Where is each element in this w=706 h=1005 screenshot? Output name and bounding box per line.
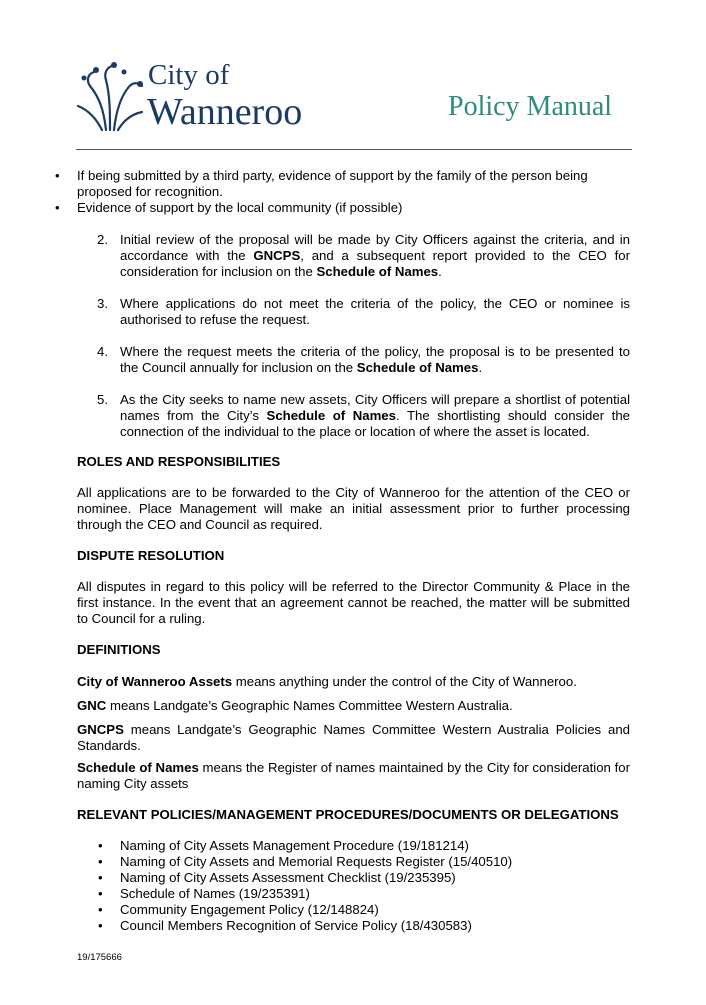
definition-item: City of Wanneroo Assets means anything under the control of the City of Wanneroo.: [77, 674, 577, 689]
numbered-step: 3. Where applications do not meet the criteria of the policy, the CEO or nominee is authorised to refuse the request.: [97, 296, 630, 327]
relevant-heading: RELEVANT POLICIES/MANAGEMENT PROCEDURES/DOCUMENTS OR DELEGATIONS: [77, 807, 619, 822]
policy-manual-title: Policy Manual: [448, 91, 613, 122]
list-item: • Council Members Recognition of Service Policy (18/430583): [120, 918, 630, 934]
document-body: [77, 168, 630, 934]
city-of-wanneroo-logo-icon: [76, 62, 146, 132]
evidence-bullet-list: [77, 168, 630, 216]
step-number: 2.: [97, 232, 108, 247]
step-number: 3.: [97, 296, 108, 311]
dispute-paragraph: All disputes in regard to this policy will be referred to the Director Community & Place in the first instance. In the event that an agreement cannot be reached, the matter will be submitted to Council for a ruling.: [77, 579, 630, 626]
list-item: • Naming of City Assets Management Procedure (19/181214): [120, 838, 630, 854]
definition-item: GNCPS means Landgate’s Geographic Names Committee Western Australia Policies and Standards.: [77, 722, 630, 753]
definition-item: Schedule of Names means the Register of names maintained by the City for consideration for naming City assets: [77, 760, 630, 791]
document-reference-code: 19/175666: [77, 952, 122, 963]
list-item: • Evidence of support by the local community (if possible): [77, 200, 630, 216]
list-item: • Naming of City Assets and Memorial Requests Register (15/40510): [120, 854, 630, 870]
definitions-heading: DEFINITIONS: [77, 642, 161, 657]
list-item: • Naming of City Assets Assessment Checklist (19/235395): [120, 870, 630, 886]
numbered-step: 5. As the City seeks to name new assets, City Officers will prepare a shortlist of potential names from the City’s Schedule of Names. The shortlisting should consider the connection of the individual to the place or location of where the asset is located.: [97, 392, 631, 439]
roles-paragraph: All applications are to be forwarded to the City of Wanneroo for the attention of the CEO or nominee. Place Management will make an initial assessment prior to further processing through the CEO and Council as required.: [77, 485, 630, 532]
numbered-step: 2. Initial review of the proposal will be made by City Officers against the criteria, and in accordance with the GNCPS, and a subsequent report provided to the CEO for consideration for inclusion on the Schedule of Names.: [97, 232, 630, 279]
list-item: • If being submitted by a third party, evidence of support by the family of the person being proposed for recognition.: [77, 168, 630, 200]
logo-city-of-text: City of: [148, 59, 230, 91]
numbered-step: 4. Where the request meets the criteria of the policy, the proposal is to be presented to the Council annually for inclusion on the Schedule of Names.: [97, 344, 630, 375]
step-number: 4.: [97, 344, 108, 359]
page-header: [0, 0, 706, 150]
list-item: • Schedule of Names (19/235391): [120, 886, 630, 902]
logo-wanneroo-text: Wanneroo: [147, 91, 303, 133]
roles-heading: ROLES AND RESPONSIBILITIES: [77, 454, 281, 469]
dispute-heading: DISPUTE RESOLUTION: [77, 548, 225, 563]
relevant-documents-list: [120, 838, 630, 934]
definition-item: GNC means Landgate’s Geographic Names Committee Western Australia.: [77, 698, 513, 713]
header-divider: [76, 149, 632, 150]
step-number: 5.: [97, 392, 108, 407]
list-item: • Community Engagement Policy (12/148824): [120, 902, 630, 918]
numbered-steps: [77, 232, 630, 440]
